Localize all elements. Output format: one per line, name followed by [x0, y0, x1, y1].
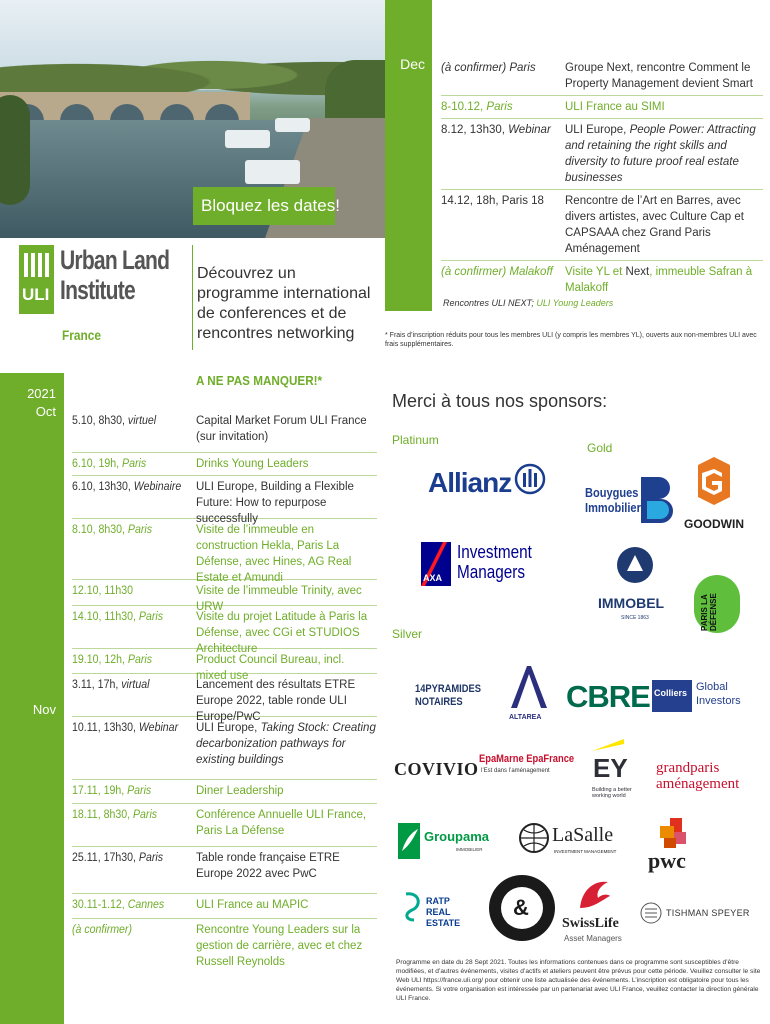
event-row [72, 649, 377, 682]
axa-im-line2: Managers [457, 562, 526, 582]
event-row [72, 804, 377, 847]
month-dec: Dec [400, 56, 425, 72]
covivio-logo: COVIVIO [394, 759, 479, 779]
event-title: Visite de l’immeuble en construction Hekla, Paris La Défense, avec Hines, AG Real Estate et Amundi [196, 524, 352, 584]
event-row [72, 606, 377, 655]
footnote: * Frais d’inscription réduits pour tous les membres ULI (y compris les membres YL), ouverts aux non-membres ULI avec frais supplémentaires. [385, 332, 757, 348]
axa-text: AXA [423, 573, 443, 583]
event-title: Visite de l’immeuble Trinity, avec URW [196, 585, 362, 613]
groupama-text: Groupama [424, 829, 490, 844]
event-title: Capital Market Forum ULI France (sur invitation) [196, 415, 367, 443]
ampersand-icon: & [513, 895, 529, 920]
gold-label: Gold [587, 441, 613, 455]
groupama-sub: IMMOBILIER [456, 847, 483, 852]
sponsors-title: Merci à tous nos sponsors: [392, 391, 608, 411]
swisslife-text: SwissLife [562, 916, 619, 931]
axa-im-line1: Investment [457, 542, 532, 562]
uli-logo-mark [19, 245, 54, 314]
gpa-line2: aménagement [656, 776, 740, 792]
gpa-logo [656, 760, 756, 794]
rencontres-yl: ULI Young Leaders [533, 298, 614, 308]
tishman-text: TISHMAN SPEYER [666, 908, 750, 918]
uli-wordmark [60, 245, 169, 305]
event-loc: Paris [132, 809, 158, 821]
altarea-text: ALTAREA [509, 714, 542, 721]
colliers-line2: Investors [696, 695, 741, 707]
groupama-logo [398, 823, 488, 861]
dec-event [441, 60, 763, 95]
ratp-line1: RATP [426, 896, 450, 906]
event-loc: Paris [127, 785, 152, 797]
dec-event-title-italic: People Power: Attracting and retaining the right skills and diversity to future proof real estate businesses [565, 124, 756, 184]
event-date: 6.10, 19h, [72, 458, 120, 470]
dec-event-title-next: Next [625, 266, 650, 278]
groupama-leaf-icon [398, 823, 420, 859]
event-date: 25.11, 17h30, [72, 852, 136, 864]
pyramides-logo [415, 683, 495, 709]
event-title: ULI France au MAPIC [196, 899, 309, 911]
event-title: Rencontre Young Leaders sur la gestion de carrière, avec et chez Russell Reynolds [196, 924, 363, 968]
event-date: 10.11, 13h30, [72, 722, 136, 734]
pyramides-line2: NOTAIRES [415, 696, 463, 708]
allianz-text: Allianz [428, 467, 512, 498]
dec-event [441, 261, 763, 299]
event-title: Drinks Young Leaders [196, 458, 309, 470]
pwc-logo [648, 818, 698, 878]
event-loc: Webinar [138, 722, 179, 734]
event-date: 3.11, 17h, [72, 679, 119, 691]
immobel-circle-icon [615, 545, 655, 585]
dec-event-date: (à confirmer) Malakoff [441, 266, 553, 278]
event-loc: (à confirmer) [72, 924, 132, 936]
ratp-icon [402, 890, 424, 922]
uli-mark-text: ULI [22, 285, 50, 304]
allianz-eagle-icon [514, 463, 546, 495]
event-row [72, 580, 377, 613]
event-title-italic: Taking Stock: Creating decarbonization pathways for existing buildings [196, 722, 376, 766]
dec-event-date: 8.12, 13h30, [441, 124, 505, 136]
event-title-pre: ULI Europe, [196, 722, 261, 734]
colliers-box [652, 680, 692, 712]
month-nov: Nov [32, 702, 56, 717]
uli-line1: Urban Land [60, 245, 170, 275]
ratp-line2: REAL ESTATE [426, 907, 461, 928]
ey-beam-icon [590, 737, 624, 751]
event-loc: Paris [138, 611, 163, 623]
event-date: 30.11-1.12, [72, 899, 125, 911]
event-title: Conférence Annuelle ULI France, Paris La Défense [196, 809, 367, 837]
dec-event-title-pre: Visite YL et [565, 266, 626, 278]
event-loc: virtual [121, 679, 150, 691]
dec-event-loc: Paris [486, 101, 513, 113]
legal-text: Programme en date du 28 Sept 2021. Toutes les informations contenues dans ce programme sont susceptibles d’être modifiées, et d’autres événements, visites d’actifs et ateliers peuvent être prévus pour cette période. Veuillez consulter le site Web ULI https://france.uli.org/ pour obtenir une liste actualisée des événements. L’inscription est obligatoire pour tous les événements. Si votre organisation est intéressée par un partenariat avec ULI France, veuillez contacter la direction générale ULI France. [396, 959, 761, 1002]
dec-event [441, 119, 763, 189]
colliers-line1: Global [696, 681, 728, 693]
event-date: 19.10, 12h, [72, 654, 125, 666]
event-date: 14.10, 11h30, [72, 611, 136, 623]
allianz-logo [428, 461, 548, 507]
epamarne-sub: l’Est dans l’aménagement [481, 768, 550, 774]
event-loc: Webinaire [133, 481, 182, 493]
month-oct [0, 385, 56, 421]
dec-event [441, 96, 763, 118]
event-date: 17.11, 19h, [72, 785, 125, 797]
swisslife-bird-icon [576, 878, 612, 912]
axa-im-logo [421, 540, 551, 590]
dec-event-date: 14.12, 18h, Paris 18 [441, 195, 544, 207]
event-loc: Cannes [127, 899, 165, 911]
oct-label: Oct [35, 404, 56, 419]
pwc-blocks-icon [648, 818, 690, 850]
immobel-since: SINCE 1863 [621, 615, 649, 621]
bouygues-b-icon [639, 475, 673, 525]
banner: Bloquez les dates! [193, 187, 335, 225]
colliers-text: Colliers [654, 688, 688, 698]
dec-events [441, 60, 763, 299]
uli-bars-icon [24, 253, 49, 277]
event-date: 8.10, 8h30, [72, 524, 125, 536]
rencontres-note [443, 298, 613, 308]
event-loc: Paris [127, 654, 153, 666]
ey-sub: Building a better working world [592, 787, 632, 799]
event-row [72, 847, 377, 894]
dec-event [441, 190, 763, 260]
ey-logo [590, 737, 640, 807]
lasalle-sub: INVESTMENT MANAGEMENT [554, 849, 617, 854]
dec-event-date: 8-10.12, [441, 101, 484, 113]
dec-event-title-pre: ULI Europe, [565, 124, 630, 136]
bouygues-line2: Immobilier [585, 500, 641, 515]
intro-text: Découvrez un programme international de conferences et de rencontres networking [197, 265, 371, 342]
dec-event-date: (à confirmer) Paris [441, 62, 536, 74]
goodwin-g-icon [698, 457, 730, 505]
section-heading: A NE PAS MANQUER!* [196, 373, 323, 388]
rencontres-next: Rencontres ULI NEXT; [443, 298, 534, 308]
event-row [72, 519, 377, 584]
event-date: 6.10, 13h30, [72, 481, 131, 493]
saguez-logo [489, 875, 555, 941]
swisslife-logo [562, 878, 630, 948]
pyramides-line1: 14PYRAMIDES [415, 683, 481, 695]
goodwin-logo [684, 457, 746, 535]
event-row [72, 780, 377, 804]
saguez-text [489, 875, 490, 876]
tishman-logo [640, 902, 750, 926]
event-row [72, 453, 377, 476]
swisslife-sub: Asset Managers [564, 934, 622, 943]
altarea-logo [507, 664, 553, 726]
event-date: 12.10, 11h30 [72, 585, 133, 597]
event-title: Lancement des résultats ETRE Europe 2022, table ronde ULI Europe/PwC [196, 679, 356, 723]
event-title: Product Council Bureau, incl. mixed use [196, 654, 345, 682]
gpa-line1: grandparis [656, 760, 720, 776]
colliers-logo [652, 680, 747, 716]
event-row [72, 674, 377, 723]
lasalle-logo [518, 822, 628, 862]
dec-event-title: Rencontre de l’Art en Barres, avec divers artistes, avec Culture Cap et CAPSAAA chez Grand Paris Aménagement [565, 195, 744, 255]
tishman-icon [640, 902, 662, 924]
uli-line2: Institute [60, 275, 135, 305]
divider-vertical [192, 245, 193, 350]
cbre-logo: CBRE [566, 679, 650, 714]
immobel-text: IMMOBEL [598, 595, 665, 611]
bouygues-logo [585, 475, 675, 527]
event-loc: Paris [138, 852, 163, 864]
event-title: Table ronde française ETRE Europe 2022 avec PwC [196, 852, 340, 880]
event-loc: virtuel [127, 415, 157, 427]
epamarne-logo [479, 753, 574, 781]
pwc-text: pwc [648, 848, 686, 873]
event-title: ULI Europe, Building a Flexible Future: How to repurpose successfully [196, 481, 354, 525]
event-title: Visite du projet Latitude à Paris la Défense, avec CGi et STUDIOS Architecture [196, 611, 368, 655]
silver-label: Silver [392, 627, 423, 641]
dec-sidebar [385, 0, 432, 311]
goodwin-text: GOODWIN [684, 517, 744, 531]
lasalle-text: LaSalle [552, 824, 614, 846]
event-row [72, 717, 377, 780]
altarea-a-icon [507, 664, 553, 710]
platinum-label: Platinum [392, 433, 439, 447]
axa-icon [421, 542, 451, 586]
dec-event-title-post: , immeuble Safran à Malakoff [565, 266, 753, 294]
month-sidebar [0, 373, 64, 1024]
ratp-logo [402, 890, 482, 930]
event-row [72, 919, 377, 968]
dec-event-title: ULI France au SIMI [565, 101, 665, 113]
event-title: Diner Leadership [196, 785, 284, 797]
epamarne-text: EpaMarne EpaFrance [479, 753, 575, 765]
paris-defense-logo [694, 575, 740, 633]
axa-im-text [457, 542, 532, 582]
dec-event-title: Groupe Next, rencontre Comment le Property Management devient Smart [565, 62, 753, 90]
immobel-logo [595, 545, 675, 625]
year-label: 2021 [27, 386, 56, 401]
event-loc: Paris [127, 524, 153, 536]
event-row [72, 410, 377, 453]
event-row [72, 476, 377, 525]
paris-defense-text: PARIS LA DÉFENSE [700, 593, 718, 631]
bouygues-line1: Bouygues [585, 485, 639, 500]
event-row [72, 894, 377, 919]
event-list [72, 410, 377, 968]
ey-text: EY [593, 753, 628, 783]
lasalle-globe-icon [518, 822, 550, 854]
event-loc: Paris [122, 458, 147, 470]
event-date: 5.10, 8h30, [72, 415, 125, 427]
event-date: 18.11, 8h30, [72, 809, 131, 821]
dec-event-loc: Webinar [508, 124, 551, 136]
uli-country: France [62, 327, 102, 343]
